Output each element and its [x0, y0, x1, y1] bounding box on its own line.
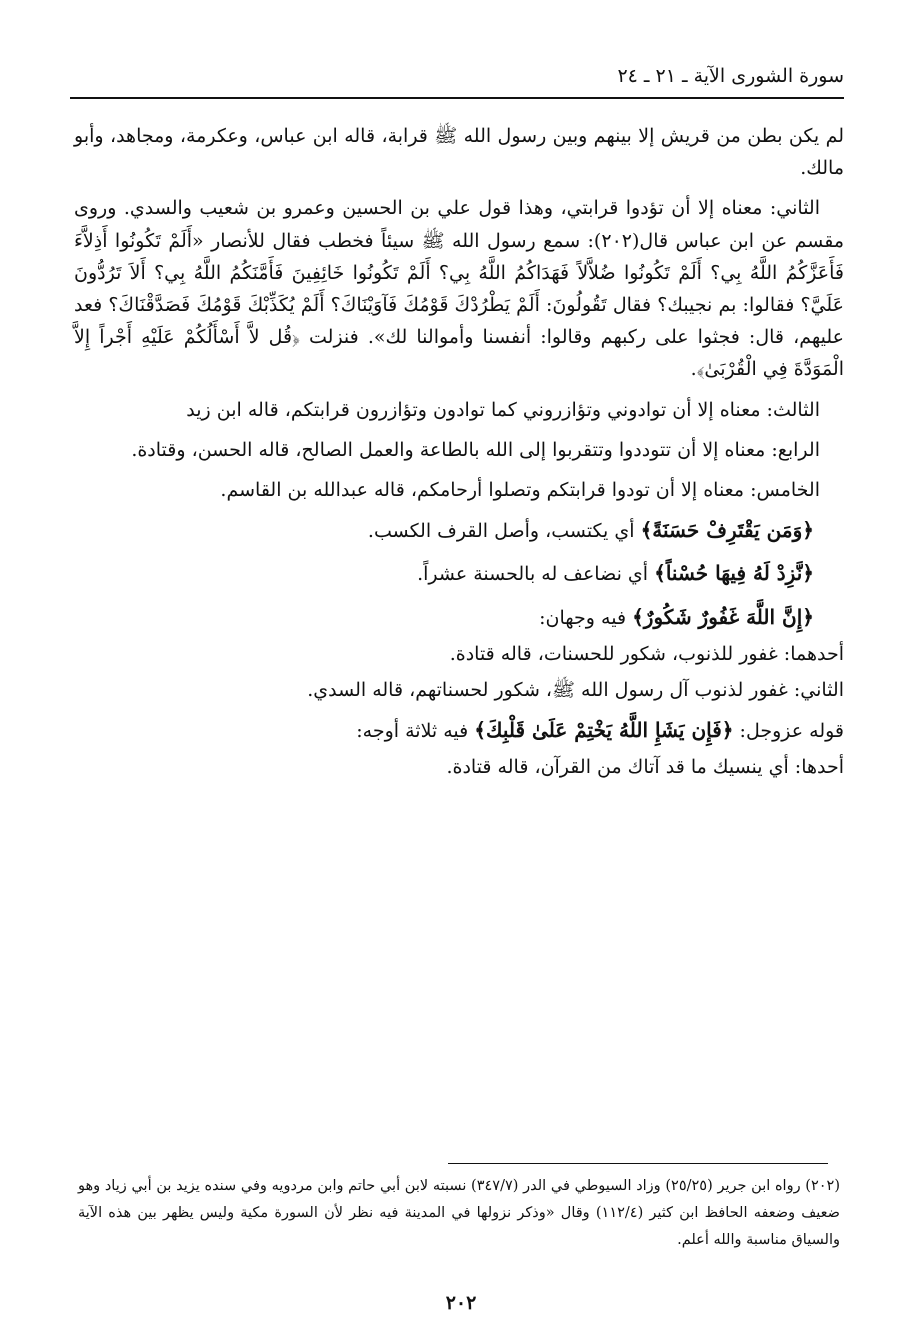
- paragraph-4: الرابع: معناه إلا أن تتوددوا وتتقربوا إلى الله بالطاعة والعمل الصالح، قاله الحسن، وقتادة.: [131, 438, 820, 461]
- paragraph-2: الثاني: معناه إلا أن تؤدوا قرابتي، وهذا قول علي بن الحسين وعمرو بن شعيب والسدي. وروى مقسم عن ابن عباس قال(٢٠٢): سمع رسول الله ﷺ سيئاً فخطب فقال للأنصار «أَلَمْ تَكُونُوا أَذِلاَّءَ فَأَعَزَّكُمُ اللَّهُ بِي؟ أَلَمْ تَكُونُوا ضُلاَّلاً فَهَدَاكُمُ اللَّهُ بِي؟ أَلَمْ تَكُونُوا خَائِفِينَ فَأَمَّنَكُمُ اللَّهُ بِي؟ أَلاَ تَرُدُّونَ عَلَيَّ؟ فقالوا: بم نجيبك؟ فقال تَقُولُونَ: أَلَمْ يَطْرُدْكَ قَوْمُكَ فَآوَيْنَاكَ؟ أَلَمْ يُكَذِّبْكَ قَوْمُكَ فَصَدَّقْنَاكَ؟ فعد عليهم، قال: فجثوا على ركبهم وقالوا: أنفسنا وأموالنا لك». فنزلت ﴿قُل لاَّ أَسْأَلُكُمْ عَلَيْهِ أَجْراً إِلاَّ الْمَوَدَّةَ فِي الْقُرْبَىٰ﴾.: [74, 197, 845, 381]
- verse-2-line: [74, 557, 814, 590]
- main-text: [74, 120, 844, 792]
- running-head: سورة الشورى الآية ـ ٢١ ـ ٢٤: [617, 65, 844, 87]
- footnote: (٢٠٢) رواه ابن جرير (٢٥/٢٥) وزاد السيوطي في الدر (٣٤٧/٧) نسبته لابن أبي حاتم وابن مردويه وفي سنده يزيد بن أبي زياد وهو ضعيف وضعفه الحافظ ابن كثير (١١٢/٤) وقال «وذكر نزولها في المدينة فيه نظر لأن السورة مكية وليس يظهر بين هذه الآية والسياق مناسبة والله أعلم.: [78, 1178, 841, 1248]
- verse-3-first-aspect: أحدهما: غفور للذنوب، شكور للحسنات، قاله قتادة.: [449, 642, 844, 665]
- paragraph-5: الخامس: معناه إلا أن تودوا قرابتكم وتصلوا أرحامكم، قاله عبدالله بن القاسم.: [220, 479, 820, 502]
- verse-3-quote: ﴿إِنَّ اللَّهَ غَفُورٌ شَكُورٌ﴾: [632, 604, 814, 629]
- verse-4-quote: ﴿فَإِن يَشَإِ اللَّهُ يَخْتِمْ عَلَىٰ قَلْبِكَ﴾: [474, 718, 734, 743]
- verse-4-intro: قوله عزوجل:: [733, 720, 844, 743]
- verse-1-line: [74, 514, 814, 547]
- verse-2-gloss: أي نضاعف له بالحسنة عشراً.: [417, 563, 655, 586]
- verse-4-gloss: فيه ثلاثة أوجه:: [356, 720, 475, 743]
- footnote-rule: [448, 1163, 828, 1164]
- verse-4-first-aspect: أحدها: أي ينسيك ما قد آتاك من القرآن، قاله قتادة.: [446, 756, 844, 779]
- verse-1-gloss: أي يكتسب، وأصل القرف الكسب.: [367, 520, 641, 543]
- verse-4-line: [74, 714, 844, 747]
- verse-3-line: [74, 601, 814, 634]
- paragraph-3: الثالث: معناه إلا أن توادوني وتؤازروني كما توادون وتؤازرون قرابتكم، قاله ابن زيد: [186, 398, 820, 421]
- paragraph-1: لم يكن بطن من قريش إلا بينهم وبين رسول الله ﷺ قرابة، قاله ابن عباس، وعكرمة، ومجاهد، وأبو مالك.: [74, 125, 844, 180]
- verse-3-second-aspect: الثاني: غفور لذنوب آل رسول الله ﷺ، شكور لحسناتهم، قاله السدي.: [307, 679, 844, 702]
- verse-2-quote: ﴿نَّزِدْ لَهُ فِيهَا حُسْناً﴾: [654, 561, 814, 586]
- verse-3-gloss: فيه وجهان:: [539, 606, 633, 629]
- header-rule: [70, 97, 844, 99]
- page-number: ٢٠٢: [445, 1292, 477, 1314]
- verse-1-quote: ﴿وَمَن يَقْتَرِفْ حَسَنَةً﴾: [640, 518, 814, 543]
